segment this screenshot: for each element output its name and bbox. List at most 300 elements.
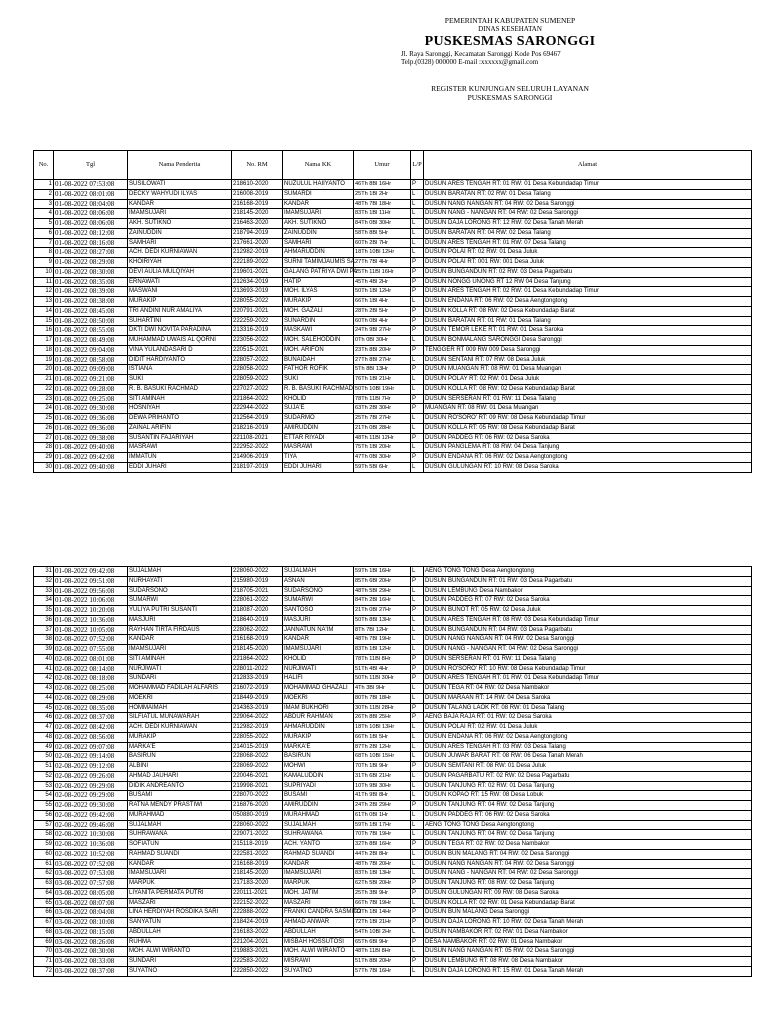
cell-umur: 66Th 7Bl 19Hr [354,898,411,908]
cell-umur: 84Th 2Bl 16Hr [354,596,411,606]
cell-no: 56 [34,810,54,820]
cell-no-rm: 213693-2019 [232,287,283,297]
table-row [34,888,752,898]
cell-nama-penderita: DEWA PRIHANTO [128,414,232,424]
cell-nama-kk: AMIRUDDIN [283,423,354,433]
cell-nama-kk: IMAMSUJARI [283,869,354,879]
cell-lp: P [411,674,424,684]
cell-alamat: DUSUN PANGLEMA RT: 08 RW: 04 Desa Tanjung [424,443,752,453]
cell-umur: 48Th 11Bl 12Hr [354,433,411,443]
cell-tgl: 01-08-2022 09:51:08 [54,576,128,586]
cell-no-rm: 050880-2019 [232,810,283,820]
cell-tgl: 02-08-2022 10:36:08 [54,840,128,850]
cell-nama-penderita: IMAMSUJARI [128,209,232,219]
cell-no: 4 [34,209,54,219]
cell-alamat: DUSUN ARES TENGAH RT: 01 RW: 01 Desa Kebundadap Timur [424,674,752,684]
cell-nama-kk: ABDUR RAHMAN [283,713,354,723]
col-header-no-rm: No. RM [232,151,283,180]
cell-umur: 51Th 4Bl 4Hr [354,664,411,674]
cell-umur: 72Th 1Bl 21Hr [354,918,411,928]
cell-umur: 48Th 5Bl 29Hr [354,586,411,596]
cell-tgl: 01-08-2022 10:36:08 [54,615,128,625]
table-row [34,684,752,694]
cell-no-rm: 218145-2020 [232,645,283,655]
cell-alamat: DUSUN ARES TENGAH RT: 01 RW: 01 Desa Kebundadap Timur [424,180,752,190]
cell-no-rm: 216168-2019 [232,635,283,645]
cell-alamat: DUSUN LEMBUNG Desa Nambakor [424,586,752,596]
cell-nama-penderita: SUSILOWATI [128,180,232,190]
cell-tgl: 01-08-2022 10:06:08 [54,596,128,606]
cell-umur: 76Th 1Bl 21Hr [354,375,411,385]
cell-umur: 84Th 0Bl 30Hr [354,219,411,229]
table-row [34,277,752,287]
cell-no-rm: 218610-2020 [232,180,283,190]
cell-nama-kk: MOH. ILYAS [283,287,354,297]
cell-no: 52 [34,771,54,781]
cell-no-rm: 221864-2022 [232,394,283,404]
cell-alamat: DUSUN BUNGANDUN RT: 01 RW: 03 Desa Pagarbatu [424,576,752,586]
table-header-row [34,151,752,180]
cell-nama-kk: JANNATUN NA'IM [283,625,354,635]
cell-nama-kk: SAMHARI [283,238,354,248]
cell-no-rm: 218424-2019 [232,918,283,928]
cell-no: 61 [34,859,54,869]
cell-nama-kk: KANDAR [283,635,354,645]
cell-umur: 22Th 1Bl 14Hr [354,908,411,918]
cell-lp: P [411,267,424,277]
cell-nama-penderita: BASIRUN [128,752,232,762]
cell-no-rm: 228068-2022 [232,752,283,762]
cell-no: 22 [34,384,54,394]
cell-umur: 68Th 10Bl 15Hr [354,752,411,762]
cell-nama-kk: FATHOR ROFIK [283,365,354,375]
cell-alamat: DUSUN PADDEG RT: 06 RW: 02 Desa Saroka [424,810,752,820]
cell-no-rm: 228060-2022 [232,820,283,830]
cell-alamat: DUSUN TEMOR LEKE RT: 01 RW: 01 Desa Saroka [424,326,752,336]
cell-nama-kk: SUNARDIN [283,316,354,326]
cell-tgl: 01-08-2022 09:36:08 [54,414,128,424]
table-row [34,219,752,229]
cell-nama-kk: SUKI [283,375,354,385]
cell-tgl: 02-08-2022 09:07:08 [54,742,128,752]
cell-nama-kk: IMAMSUJARI [283,645,354,655]
cell-nama-kk: SUDARMO [283,414,354,424]
cell-nama-kk: MOHAMMAD GHAZALI [283,684,354,694]
cell-umur: 50Th 10Bl 19Hr [354,384,411,394]
cell-alamat: MUANGAN RT: 08 RW: 01 Desa Muangan [424,404,752,414]
cell-alamat: AENG TONG TONG Desa Aengtongtong [424,820,752,830]
cell-nama-penderita: ACH. DEDI KURNIAWAN [128,723,232,733]
cell-lp: L [411,567,424,577]
cell-no: 9 [34,258,54,268]
col-header-umur: Umur [354,151,411,180]
cell-tgl: 02-08-2022 09:14:08 [54,752,128,762]
cell-tgl: 02-08-2022 09:46:08 [54,820,128,830]
cell-no: 45 [34,703,54,713]
institution-title: PUSKESMAS SARONGGI [424,34,596,49]
cell-nama-penderita: SUNDARI [128,674,232,684]
cell-lp: P [411,908,424,918]
cell-nama-kk: MURAKIP [283,732,354,742]
cell-lp: P [411,664,424,674]
cell-lp: P [411,394,424,404]
cell-tgl: 03-08-2022 08:05:08 [54,888,128,898]
cell-no-rm: 222952-2022 [232,443,283,453]
cell-nama-kk: MOH. JATIM [283,888,354,898]
cell-umur: 21Th 0Bl 28Hr [354,423,411,433]
cell-nama-kk: MOH. GAZALI [283,306,354,316]
cell-alamat: DUSUN NANG NANGAN RT: 04 RW: 02 Desa Saronggi [424,199,752,209]
table-row [34,918,752,928]
cell-nama-penderita: SUHRAWANA [128,830,232,840]
cell-no: 29 [34,453,54,463]
cell-nama-kk: MOEKRI [283,693,354,703]
table-row [34,937,752,947]
table-row [34,462,752,472]
cell-nama-penderita: DIDIK ANDREANTO [128,781,232,791]
table-row [34,742,752,752]
cell-no: 7 [34,238,54,248]
table-row [34,830,752,840]
cell-tgl: 01-08-2022 08:49:08 [54,336,128,346]
cell-no-rm: 216463-2020 [232,219,283,229]
cell-no: 47 [34,723,54,733]
cell-nama-penderita: IMMATUN [128,453,232,463]
cell-lp: L [411,384,424,394]
cell-nama-penderita: RATNA MENDY PRASTIWI [128,801,232,811]
cell-no: 3 [34,199,54,209]
cell-nama-kk: SUJALMAH [283,820,354,830]
cell-alamat: DUSUN TANJUNG RT: 02 RW: 01 Desa Tanjung [424,781,752,791]
cell-alamat: DUSUN DAJA LORONG RT: 15 RW: 01 Desa Tanah Merah [424,966,752,976]
cell-no-rm: 213316-2019 [232,326,283,336]
cell-umur: 27Th 8Bl 27Hr [354,355,411,365]
table-row [34,287,752,297]
cell-umur: 25Th 11Bl 16Hr [354,267,411,277]
cell-umur: 58Th 8Bl 5Hr [354,228,411,238]
cell-nama-kk: AHMARUDDIN [283,248,354,258]
cell-no: 12 [34,287,54,297]
cell-nama-penderita: BUSAMI [128,791,232,801]
contact-line: Telp.(0328) 000000 E-mail :xxxxxx@gmail.com [401,58,539,66]
cell-alamat: DUSUN ENDANA RT: 06 RW: 02 Desa Aengtongtong [424,732,752,742]
cell-no-rm: 219998-2021 [232,781,283,791]
cell-nama-kk: ETTAR RIYADI [283,433,354,443]
cell-umur: 85Th 6Bl 20Hr [354,576,411,586]
cell-tgl: 01-08-2022 09:30:08 [54,404,128,414]
cell-lp: P [411,404,424,414]
cell-lp: P [411,316,424,326]
cell-lp: L [411,355,424,365]
table-row [34,316,752,326]
cell-nama-kk: R. B. BASUKI RACHMAD [283,384,354,394]
cell-no: 20 [34,365,54,375]
cell-no: 25 [34,414,54,424]
cell-umur: 59Th 5Bl 6Hr [354,462,411,472]
cell-no-rm: 228062-2022 [232,625,283,635]
cell-nama-kk: EDDI JUHARI [283,462,354,472]
table-row [34,596,752,606]
cell-alamat: DUSUN KOPAO RT: 15 RW: 08 Desa Lobuk [424,791,752,801]
cell-alamat: DUSUN DAJA LORONG RT: 12 RW: 02 Desa Tanah Merah [424,219,752,229]
cell-nama-penderita: SUDARSONO [128,586,232,596]
cell-tgl: 03-08-2022 08:07:08 [54,898,128,908]
cell-nama-kk: SUDARSONO [283,586,354,596]
cell-lp: L [411,297,424,307]
cell-nama-kk: AHMARUDDIN [283,723,354,733]
cell-no: 21 [34,375,54,385]
cell-lp: L [411,596,424,606]
table-row [34,771,752,781]
cell-lp: L [411,947,424,957]
cell-no: 59 [34,840,54,850]
cell-no: 71 [34,957,54,967]
cell-alamat: DUSUN TANJUNG RT: 04 RW: 02 Desa Tanjung [424,830,752,840]
cell-lp: L [411,732,424,742]
cell-no-rm: 221204-2021 [232,937,283,947]
cell-lp: P [411,326,424,336]
cell-umur: 45Th 4Bl 2Hr [354,277,411,287]
cell-nama-penderita: IMAMSUJARI [128,869,232,879]
cell-nama-penderita: KANDAR [128,635,232,645]
cell-lp: L [411,645,424,655]
cell-no-rm: 216072-2019 [232,684,283,694]
cell-nama-penderita: NURJIWATI [128,664,232,674]
cell-nama-penderita: SUSANTIN FAJARIYAH [128,433,232,443]
cell-nama-kk: NUZULUL HAIIYANTO [283,180,354,190]
cell-alamat: DUSUN BARATAN RT: 04 RW: 02 Desa Talang [424,228,752,238]
cell-tgl: 02-08-2022 10:30:08 [54,830,128,840]
cell-no: 72 [34,966,54,976]
cell-nama-penderita: HOMMAIMAH [128,703,232,713]
cell-no: 8 [34,248,54,258]
table-row [34,306,752,316]
cell-nama-kk: MOH. ALWI WIRANTO [283,947,354,957]
cell-lp: P [411,180,424,190]
table-row [34,957,752,967]
cell-no: 27 [34,433,54,443]
cell-alamat: DUSUN DAJA LORONG RT: 10 RW: 02 Desa Tanah Merah [424,918,752,928]
cell-no-rm: 218197-2019 [232,462,283,472]
cell-nama-penderita: MOEKRI [128,693,232,703]
cell-lp: L [411,423,424,433]
cell-umur: 70Th 7Bl 19Hr [354,830,411,840]
cell-no: 17 [34,336,54,346]
cell-nama-kk: SUJA'E [283,404,354,414]
cell-nama-penderita: ZAINAL ARIFIN [128,423,232,433]
cell-tgl: 02-08-2022 08:14:08 [54,664,128,674]
cell-no: 42 [34,674,54,684]
cell-umur: 25Th 1Bl 2Hr [354,189,411,199]
cell-alamat: DUSUN NANG - NANGAN RT: 04 RW: 02 Desa Saronggi [424,869,752,879]
table-row [34,576,752,586]
cell-lp: P [411,762,424,772]
table-row [34,898,752,908]
cell-lp: L [411,849,424,859]
cell-umur: 83Th 1Bl 11Hr [354,209,411,219]
cell-lp: P [411,888,424,898]
cell-no: 33 [34,586,54,596]
cell-no-rm: 222189-2022 [232,258,283,268]
cell-umur: 62Th 5Bl 20Hr [354,879,411,889]
cell-no-rm: 221108-2021 [232,433,283,443]
table-row [34,635,752,645]
cell-no-rm: 212634-2019 [232,277,283,287]
cell-nama-penderita: DEVI AULIA MULQIYAH [128,267,232,277]
cell-nama-kk: AMIRUDDIN [283,801,354,811]
cell-umur: 70Th 1Bl 9Hr [354,762,411,772]
cell-lp: L [411,869,424,879]
cell-alamat: DUSUN BARATAN RT: 01 RW: 01 Desa Talang [424,316,752,326]
cell-no: 51 [34,762,54,772]
cell-nama-penderita: ERNAWATI [128,277,232,287]
cell-umur: 75Th 1Bl 20Hr [354,443,411,453]
cell-umur: 25Th 7Bl 27Hr [354,414,411,424]
cell-no-rm: 218705-2021 [232,586,283,596]
cell-no-rm: 220791-2021 [232,306,283,316]
cell-umur: 59Th 1Bl 16Hr [354,567,411,577]
cell-alamat: DUSUN KOLLA RT: 08 RW: 02 Desa Kebundadap Barat [424,306,752,316]
cell-nama-penderita: AHMAD JAUHARI [128,771,232,781]
cell-nama-penderita: ABDULLAH [128,927,232,937]
cell-tgl: 02-08-2022 09:26:08 [54,771,128,781]
table-row [34,586,752,596]
register-subtitle: PUSKESMAS SARONGGI [467,93,553,102]
cell-lp: L [411,219,424,229]
cell-lp: L [411,248,424,258]
table-row [34,625,752,635]
cell-nama-penderita: MUHAMMAD UWAIS AL QORNI [128,336,232,346]
cell-lp: P [411,453,424,463]
table-row [34,654,752,664]
cell-no: 36 [34,615,54,625]
cell-umur: 31Th 6Bl 21Hr [354,771,411,781]
table-row [34,423,752,433]
table-row [34,189,752,199]
cell-alamat: DUSUN BUNOT RT: 05 RW: 02 Desa Juluk [424,606,752,616]
cell-lp: L [411,752,424,762]
cell-alamat: AENG BAJA RAJA RT: 01 RW: 02 Desa Saroka [424,713,752,723]
table-row [34,267,752,277]
cell-umur: 83Th 1Bl 13Hr [354,869,411,879]
cell-tgl: 03-08-2022 08:04:08 [54,908,128,918]
cell-nama-penderita: RUHMA [128,937,232,947]
cell-umur: 47Th 0Bl 30Hr [354,453,411,463]
cell-no: 65 [34,898,54,908]
cell-tgl: 03-08-2022 08:15:08 [54,927,128,937]
table-row [34,326,752,336]
cell-no-rm: 228057-2022 [232,355,283,365]
cell-nama-kk: KHOLID [283,654,354,664]
cell-umur: 4Th 3Bl 9Hr [354,684,411,694]
cell-tgl: 03-08-2022 07:53:08 [54,869,128,879]
cell-no: 63 [34,879,54,889]
cell-nama-penderita: MURAKIP [128,297,232,307]
cell-no-rm: 218145-2020 [232,869,283,879]
cell-lp: P [411,937,424,947]
cell-tgl: 02-08-2022 08:25:08 [54,684,128,694]
cell-tgl: 01-08-2022 08:35:08 [54,277,128,287]
table-row [34,810,752,820]
govt-title: PEMERINTAH KABUPATEN SUMENEP [444,16,576,25]
cell-tgl: 01-08-2022 09:42:08 [54,567,128,577]
register-title: REGISTER KUNJUNGAN SELURUH LAYANAN [431,84,589,93]
cell-alamat: DUSUN NANG - NANGAN RT: 04 RW: 02 Desa Saronggi [424,209,752,219]
cell-umur: 83Th 1Bl 12Hr [354,645,411,655]
address-line: Jl. Raya Saronggi, Kecamatan Saronggi Kode Pos 69467 [401,50,561,58]
cell-tgl: 02-08-2022 09:12:08 [54,762,128,772]
cell-alamat: DUSUN NANG NANGAN RT: 04 RW: 02 Desa Saronggi [424,635,752,645]
cell-tgl: 01-08-2022 08:06:08 [54,209,128,219]
cell-no: 49 [34,742,54,752]
table-row [34,414,752,424]
table-row [34,703,752,713]
cell-nama-penderita: IMAMSUJARI [128,645,232,655]
cell-nama-penderita: SUJALMAH [128,567,232,577]
cell-alamat: DUSUN TANJUNG RT: 08 RW: 02 Desa Tanjung [424,879,752,889]
cell-tgl: 02-08-2022 09:29:08 [54,781,128,791]
cell-nama-penderita: VINA YULANDASARI D [128,345,232,355]
cell-no: 43 [34,684,54,694]
table-row [34,723,752,733]
cell-no-rm: 227027-2022 [232,384,283,394]
cell-tgl: 01-08-2022 10:05:08 [54,625,128,635]
cell-nama-kk: SUMARWI [283,596,354,606]
table-row [34,365,752,375]
table-row [34,180,752,190]
cell-no: 39 [34,645,54,655]
cell-alamat: DUSUN SERSERAN RT: 01 RW: 11 Desa Talang [424,394,752,404]
table-row [34,859,752,869]
cell-lp: P [411,879,424,889]
cell-nama-penderita: SILFIATUL MUNAWARAH [128,713,232,723]
cell-tgl: 02-08-2022 08:29:08 [54,693,128,703]
cell-lp: L [411,810,424,820]
cell-no-rm: 228058-2022 [232,365,283,375]
table-row [34,345,752,355]
table-row [34,606,752,616]
cell-alamat: DUSUN ARES TENGAH RT: 01 RW: 07 Desa Talang [424,238,752,248]
cell-alamat: DUSUN SEMTANI RT: 08 RW: 01 Desa Juluk [424,762,752,772]
cell-nama-penderita: ISTIANA [128,365,232,375]
cell-umur: 80Th 7Bl 18Hr [354,693,411,703]
cell-no-rm: 219883-2021 [232,947,283,957]
cell-tgl: 02-08-2022 09:42:08 [54,810,128,820]
cell-tgl: 03-08-2022 07:57:08 [54,879,128,889]
cell-nama-kk: GALANG PATRIYA DWI PA [283,267,354,277]
cell-tgl: 01-08-2022 08:39:08 [54,287,128,297]
cell-tgl: 03-08-2022 07:52:08 [54,859,128,869]
cell-lp: P [411,606,424,616]
cell-umur: 87Th 2Bl 12Hr [354,742,411,752]
col-header-tgl: Tgl [54,151,128,180]
cell-nama-kk: SANTOSO [283,606,354,616]
cell-alamat: DUSUN KOLLA RT: 05 RW: 08 Desa Kebundadap Barat [424,423,752,433]
cell-lp: P [411,840,424,850]
cell-no-rm: 218087-2020 [232,606,283,616]
cell-lp: L [411,723,424,733]
cell-no: 53 [34,781,54,791]
cell-tgl: 01-08-2022 09:42:08 [54,453,128,463]
cell-tgl: 01-08-2022 09:40:08 [54,443,128,453]
cell-umur: 65Th 6Bl 9Hr [354,937,411,947]
cell-no: 48 [34,732,54,742]
cell-tgl: 01-08-2022 09:40:08 [54,462,128,472]
cell-nama-penderita: SUNDARI [128,957,232,967]
cell-no: 44 [34,693,54,703]
register-table-bottom [33,566,752,977]
cell-lp: P [411,365,424,375]
